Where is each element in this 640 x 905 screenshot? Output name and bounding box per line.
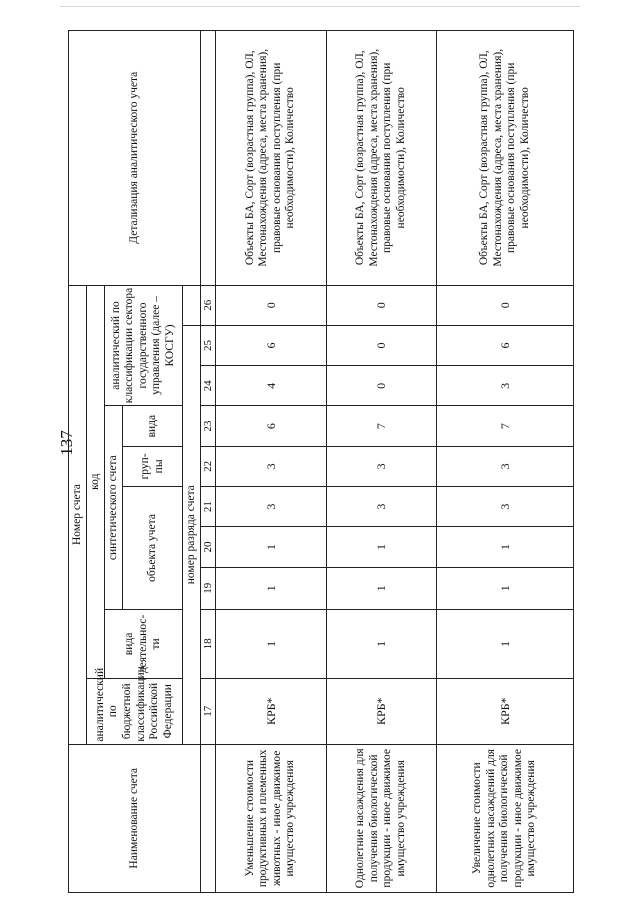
col-number: 20 (201, 527, 216, 567)
cell-25: 0 (326, 325, 437, 365)
cell-25: 6 (216, 325, 327, 365)
col-number: 21 (201, 487, 216, 527)
col-number: 25 (201, 325, 216, 365)
row-account-name: Однолетние насаждения для получения биологической продукции - иное движимое имущество учреждения (326, 744, 437, 892)
cell-21: 3 (437, 487, 574, 527)
accounts-table (68, 30, 574, 893)
cell-21: 3 (326, 487, 437, 527)
cell-22: 3 (437, 446, 574, 486)
cell-17: КРБ* (437, 678, 574, 744)
cell-18: 1 (326, 609, 437, 678)
col-number: 17 (201, 678, 216, 744)
cell-18: 1 (216, 609, 327, 678)
header-code: код (87, 285, 105, 678)
table-row (216, 31, 327, 893)
col-number: 23 (201, 406, 216, 446)
header-detail: Детализация аналитического учета (69, 31, 201, 286)
cell-24: 0 (326, 366, 437, 406)
header-account-object: объекта учета (123, 487, 183, 610)
cell-20: 1 (216, 527, 327, 567)
column-number-row (201, 31, 216, 893)
cell-20: 1 (326, 527, 437, 567)
row-detail: Объекты БА, Сорт (возрастная группа), ОЛ, Местонахождения (адреса, места хранения), правовые основания поступления (при необходимости), Количество (326, 31, 437, 286)
header-kind: вида (123, 406, 183, 446)
scan-edge-line (60, 6, 580, 7)
col-number: 19 (201, 567, 216, 609)
table-row (437, 31, 574, 893)
col-number: 18 (201, 609, 216, 678)
header-synthetic-account: синтетического счета (105, 406, 123, 610)
cell-26: 0 (437, 285, 574, 325)
header-group: груп-пы (123, 446, 183, 486)
cell-19: 1 (326, 567, 437, 609)
header-account-name: Наименование счета (69, 744, 201, 892)
cell-19: 1 (437, 567, 574, 609)
col-number: 26 (201, 285, 216, 325)
cell-23: 7 (326, 406, 437, 446)
cell-19: 1 (216, 567, 327, 609)
cell-22: 3 (326, 446, 437, 486)
header-digit-number: номер разряда счета (183, 325, 201, 744)
cell-21: 3 (216, 487, 327, 527)
header-account-number: Номер счета (69, 285, 87, 744)
col-number: 22 (201, 446, 216, 486)
cell-23: 7 (437, 406, 574, 446)
header-kosgu: аналитический по классификации сектора государственного управления (далее – КОСГУ) (105, 285, 183, 406)
header-activity-type: вида деятельнос-ти (105, 609, 183, 678)
header-analytic-budget: аналитический по бюджетной классификации Российской Федерации (87, 678, 183, 744)
cell-22: 3 (216, 446, 327, 486)
row-detail: Объекты БА, Сорт (возрастная группа), ОЛ, Местонахождения (адреса, места хранения), правовые основания поступления (при необходимости), Количество (437, 31, 574, 286)
row-account-name: Увеличение стоимости однолетних насаждений для получения биологической продукции - иное движимое имущество учреждения (437, 744, 574, 892)
table-row (326, 31, 437, 893)
cell-23: 6 (216, 406, 327, 446)
cell-25: 6 (437, 325, 574, 365)
cell-20: 1 (437, 527, 574, 567)
cell-26: 0 (216, 285, 327, 325)
cell-17: КРБ* (326, 678, 437, 744)
row-account-name: Уменьшение стоимости продуктивных и племенных животных - иное движимое имущество учреждения (216, 744, 327, 892)
cell-18: 1 (437, 609, 574, 678)
row-detail: Объекты БА, Сорт (возрастная группа), ОЛ, Местонахождения (адреса, места хранения), правовые основания поступления (при необходимости), Количество (216, 31, 327, 286)
page-number: 137 (57, 430, 76, 456)
cell-24: 4 (216, 366, 327, 406)
cell-17: КРБ* (216, 678, 327, 744)
cell-26: 0 (326, 285, 437, 325)
rotated-table-container (68, 30, 574, 893)
col-number: 24 (201, 366, 216, 406)
cell-24: 3 (437, 366, 574, 406)
